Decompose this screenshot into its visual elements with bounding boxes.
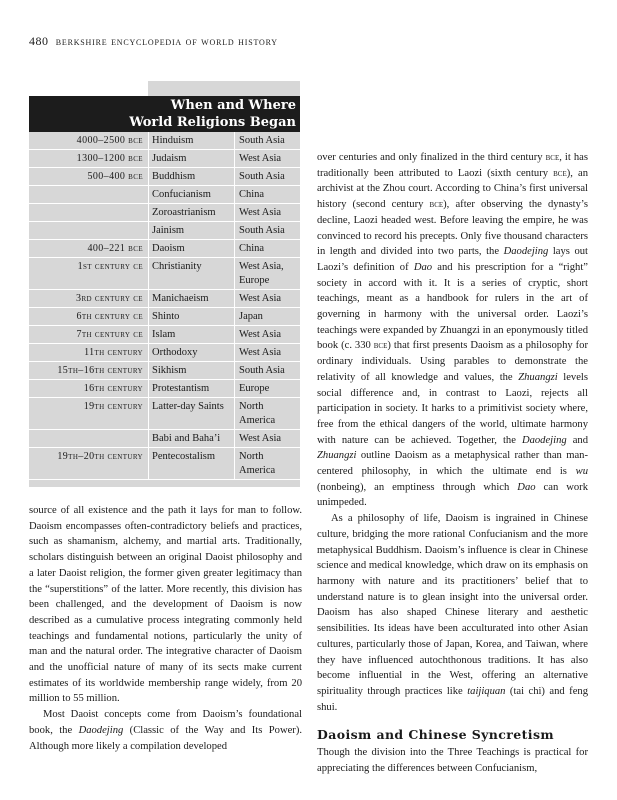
table-row — [29, 240, 300, 258]
table-cell-religion: Babi and Baha’i — [148, 430, 234, 447]
paragraph: As a philosophy of life, Daoism is ingrained in Chinese culture, bridging the more rational Confucianism and the more metaphysical Buddhism. Daoism’s influence is clear in Chinese science and medical knowledge, which draw on its emphasis on harmony with nature and its practitioners’ belief that to understand nature is to glean insight into the universal order. Daoism has also shaped Chinese literary and aesthetic sensibilities. Its ideas have been acculturated into other Asian cultures, particularly those of Japan, Korea, and Taiwan, where they have influenced autochthonous traditions. It has also become influential in the West, offering an alternative spirituality through practices like taijiquan (tai chi) and feng shui. — [317, 513, 588, 713]
book-title: berkshire encyclopedia of world history — [55, 36, 278, 48]
table-cell-region: China — [234, 240, 300, 257]
table-cell-region: West Asia — [234, 150, 300, 167]
table-cell-era: 6th century ce — [76, 311, 143, 322]
table-row — [29, 258, 300, 290]
table-cell-region: West Asia — [234, 290, 300, 307]
table-cell-region: West Asia — [234, 430, 300, 447]
table-cell-era: 4000–2500 bce — [76, 135, 143, 146]
table-cell-religion: Manichaeism — [148, 290, 234, 307]
table-cell-era — [29, 186, 148, 203]
table-row — [29, 204, 300, 222]
table-row — [29, 308, 300, 326]
table-row — [29, 398, 300, 430]
table-row — [29, 168, 300, 186]
table-row — [29, 150, 300, 168]
table-row — [29, 222, 300, 240]
table-cell-era: 500–400 bce — [87, 171, 143, 182]
table-row — [29, 362, 300, 380]
table-cell-region: Japan — [234, 308, 300, 325]
table-cell-era: 1300–1200 bce — [76, 153, 143, 164]
paragraph: Most Daoist concepts come from Daoism’s foundational book, the Daodejing (Classic of the Way and Its Power). Although more likely a compilation developed — [29, 709, 303, 752]
table-row — [29, 186, 300, 204]
table-cell-era: 19th–20th century — [57, 451, 143, 462]
table-cell-region: South Asia — [234, 362, 300, 379]
table-cell-region: South Asia — [234, 132, 300, 149]
table-cell-religion: Jainism — [148, 222, 234, 239]
table-cell-religion: Sikhism — [148, 362, 234, 379]
table-cell-era — [29, 204, 148, 221]
table-row — [29, 344, 300, 362]
table-cell-region: West Asia — [234, 326, 300, 343]
table-cell-era: 15th–16th century — [57, 365, 143, 376]
table-cell-region: Europe — [234, 380, 300, 397]
table-cell-religion: Daoism — [148, 240, 234, 257]
section-heading: Daoism and Chinese Syncretism — [317, 727, 555, 743]
table-cell-era — [29, 222, 148, 239]
table-body — [29, 132, 300, 480]
table-cell-religion: Orthodoxy — [148, 344, 234, 361]
table-cell-region: North America — [234, 448, 300, 479]
running-head — [29, 34, 278, 49]
table-cell-era: 1st century ce — [77, 261, 143, 272]
paragraph: over centuries and only finalized in the third century bce, it has traditionally been attributed to Laozi (sixth century bce), an archivist at the Zhou court. According to China’s first universal history (second century bce), after observing the dynasty’s decline, Laozi headed west. Before leaving the empire, he was convinced to record his precepts. Only five thousand characters in length and divided into two parts, the Daodejing lays out Laozi’s definition of Dao and his prescription for a “right” society in accord with it. It is a series of cryptic, short teachings, meant as a handbook for rulers in the art of governing in harmony with the universal order. Laozi’s teachings were expanded by Zhuangzi in an eponymously titled book (c. 330 bce) that first presents Daoism as a philosophy for ordinary individuals. Using parables to demonstrate the relativity of all knowledge and values, the Zhuangzi levels social difference and, in contrast to Laozi, rejects all participation in society. It harks to a primitivist society where, free from the ethical dangers of the world, ultimate harmony with nature can be achieved. Together, the Daodejing and Zhuangzi outline Daoism as a metaphysical rather than man-centered philosophy, in which the ultimate end is wu (nonbeing), an emptiness through which Dao can work unimpeded. — [317, 152, 588, 509]
table-cell-religion: Buddhism — [148, 168, 234, 185]
table-cell-religion: Shinto — [148, 308, 234, 325]
table-row — [29, 430, 300, 448]
table-cell-religion: Protestantism — [148, 380, 234, 397]
table-cell-region: South Asia — [234, 222, 300, 239]
table-row — [29, 448, 300, 480]
table-cell-region: West Asia — [234, 204, 300, 221]
paragraph: source of all existence and the path it lays for man to follow. Daoism encompasses often-contradictory beliefs and practices, such as shamanism, alchemy, and martial arts. Traditionally, scholars distinguish between an original Daoist philosophy and a later Daoist religion, the former given greater legitimacy than the “superstitions” of the latter. More recently, this division has been challenged, and the development of Daoism is now described as a cumulative process integrating commonly held teachings and fundamental notions, particularly the unity of man and the natural order. The integrative character of Daoism and the unofficial nature of many of its sects make current estimates of its worldwide membership range widely, from 20 million to 55 million. — [29, 505, 302, 705]
table-cell-religion: Pentecostalism — [148, 448, 234, 479]
page-number: 480 — [29, 34, 49, 48]
table-cell-era: 16th century — [83, 383, 143, 394]
religions-timeline-table — [29, 81, 300, 487]
table-cell-era: 3rd century ce — [76, 293, 143, 304]
table-row — [29, 132, 300, 150]
table-cell-religion: Judaism — [148, 150, 234, 167]
right-column — [317, 150, 588, 777]
left-column — [29, 503, 302, 754]
table-cell-religion: Zoroastrianism — [148, 204, 234, 221]
paragraph: Though the division into the Three Teachings is practical for appreciating the differences between Confucianism, — [317, 747, 588, 775]
table-cell-era: 19th century — [83, 401, 143, 412]
table-title — [29, 96, 300, 132]
table-row — [29, 290, 300, 308]
table-cell-region: North America — [234, 398, 300, 429]
table-cell-region: West Asia — [234, 344, 300, 361]
table-cell-religion: Christianity — [148, 258, 234, 289]
table-row — [29, 380, 300, 398]
table-cell-era — [29, 430, 148, 447]
table-title-line1: When and Where — [170, 98, 296, 113]
table-cell-religion: Latter-day Saints — [148, 398, 234, 429]
table-cell-religion: Islam — [148, 326, 234, 343]
table-cell-era: 7th century ce — [76, 329, 143, 340]
table-cell-region: South Asia — [234, 168, 300, 185]
table-title-line2: World Religions Began — [129, 115, 296, 130]
table-row — [29, 326, 300, 344]
table-cell-religion: Confucianism — [148, 186, 234, 203]
table-cell-religion: Hinduism — [148, 132, 234, 149]
table-cell-region: China — [234, 186, 300, 203]
table-cell-region: West Asia, Europe — [234, 258, 300, 289]
table-cell-era: 400–221 bce — [87, 243, 143, 254]
table-cell-era: 11th century — [84, 347, 143, 358]
